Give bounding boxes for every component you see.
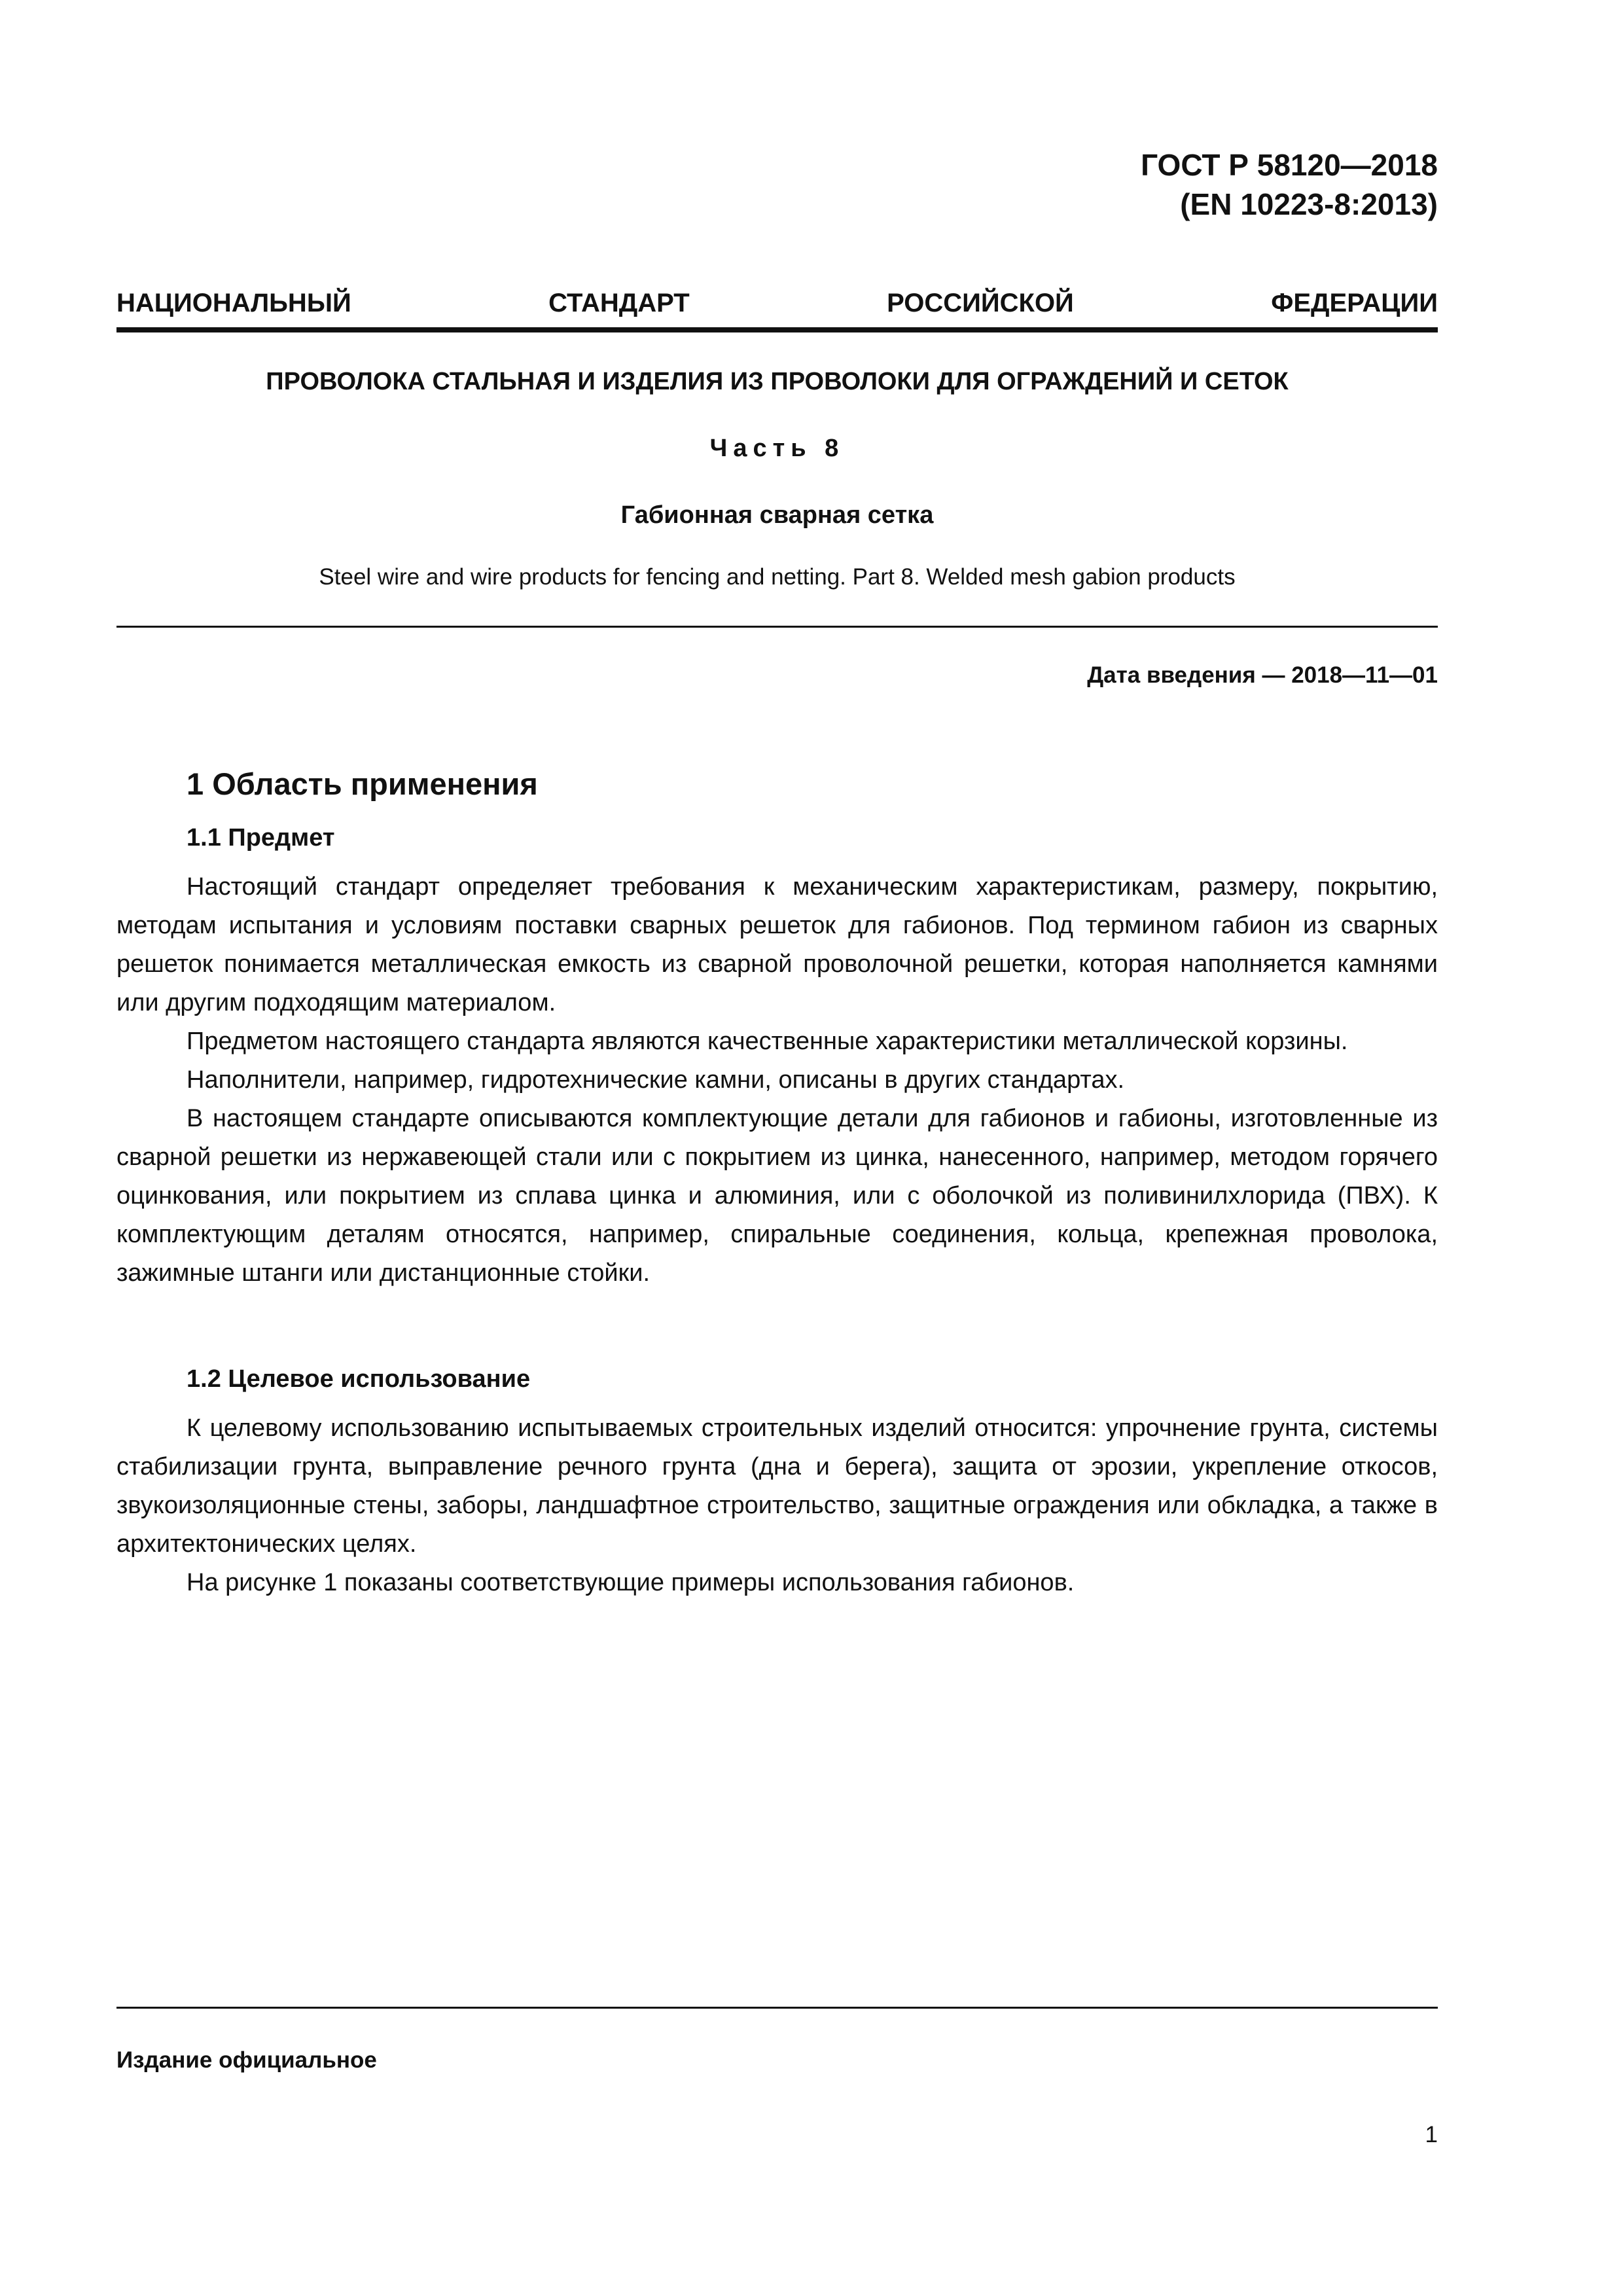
paragraph: Настоящий стандарт определяет требования к механическим характеристикам, размеру, покрытию, методам испытания и условиям поставки сварных решеток для габионов. Под термином габион из сварных решеток понимается металлическая емкость из сварной проволочной решетки, которая наполняется камнями или другим подходящим материалом.: [116, 873, 1438, 1016]
title-rule: [116, 626, 1438, 628]
subsection-1-1-text: [116, 868, 1438, 1293]
part-label: Часть 8: [709, 435, 845, 462]
section-heading: 1 Область применения: [187, 766, 538, 801]
subsection-heading-1-2: 1.2 Целевое использование: [187, 1365, 531, 1393]
en-number: (EN 10223-8:2013): [1180, 187, 1438, 221]
gost-number: ГОСТ Р 58120—2018: [1141, 148, 1438, 182]
footer-rule: [116, 2007, 1438, 2009]
subsection-heading-1-1: 1.1 Предмет: [187, 824, 335, 852]
paragraph: Предметом настоящего стандарта являются качественные характеристики металлической корзины.: [187, 1028, 1348, 1055]
paragraph: К целевому использованию испытываемых строительных изделий относится: упрочнение грунта, системы стабилизации грунта, выправление речного грунта (дна и берега), защита от эрозии, укрепление откосов, звукоизоляционные стены, заборы, ландшафтное строительство, защитные ограждения или обкладка, а также в архитектонических целях.: [116, 1414, 1438, 1558]
english-title: Steel wire and wire products for fencing and netting. Part 8. Welded mesh gabion products: [319, 564, 1236, 590]
national-standard-banner: НАЦИОНАЛЬНЫЙ СТАНДАРТ РОССИЙСКОЙ ФЕДЕРАЦИИ: [116, 289, 1438, 317]
document-subtitle: Габионная сварная сетка: [620, 501, 934, 529]
paragraph: В настоящем стандарте описываются комплектующие детали для габионов и габионы, изготовленные из сварной решетки из нержавеющей стали или с покрытием из цинка, нанесенного, например, методом горячего оцинкования, или покрытием из сплава цинка и алюминия, или с оболочкой из поливинилхлорида (ПВХ). К комплектующим деталям относятся, например, спиральные соединения, кольца, крепежная проволока, зажимные штанги или дистанционные стойки.: [116, 1105, 1438, 1287]
paragraph: Наполнители, например, гидротехнические камни, описаны в других стандартах.: [187, 1066, 1125, 1094]
paragraph: На рисунке 1 показаны соответствующие примеры использования габионов.: [187, 1569, 1075, 1596]
document-title: ПРОВОЛОКА СТАЛЬНАЯ И ИЗДЕЛИЯ ИЗ ПРОВОЛОКИ ДЛЯ ОГРАЖДЕНИЙ И СЕТОК: [266, 368, 1289, 395]
banner-rule: [116, 327, 1438, 332]
document-number-block: [916, 145, 1438, 224]
edition-label: Издание официальное: [116, 2047, 377, 2073]
subsection-1-2-text: [116, 1409, 1438, 1602]
introduction-date: Дата введения — 2018—11—01: [1087, 662, 1438, 688]
page-number: 1: [1425, 2122, 1438, 2147]
